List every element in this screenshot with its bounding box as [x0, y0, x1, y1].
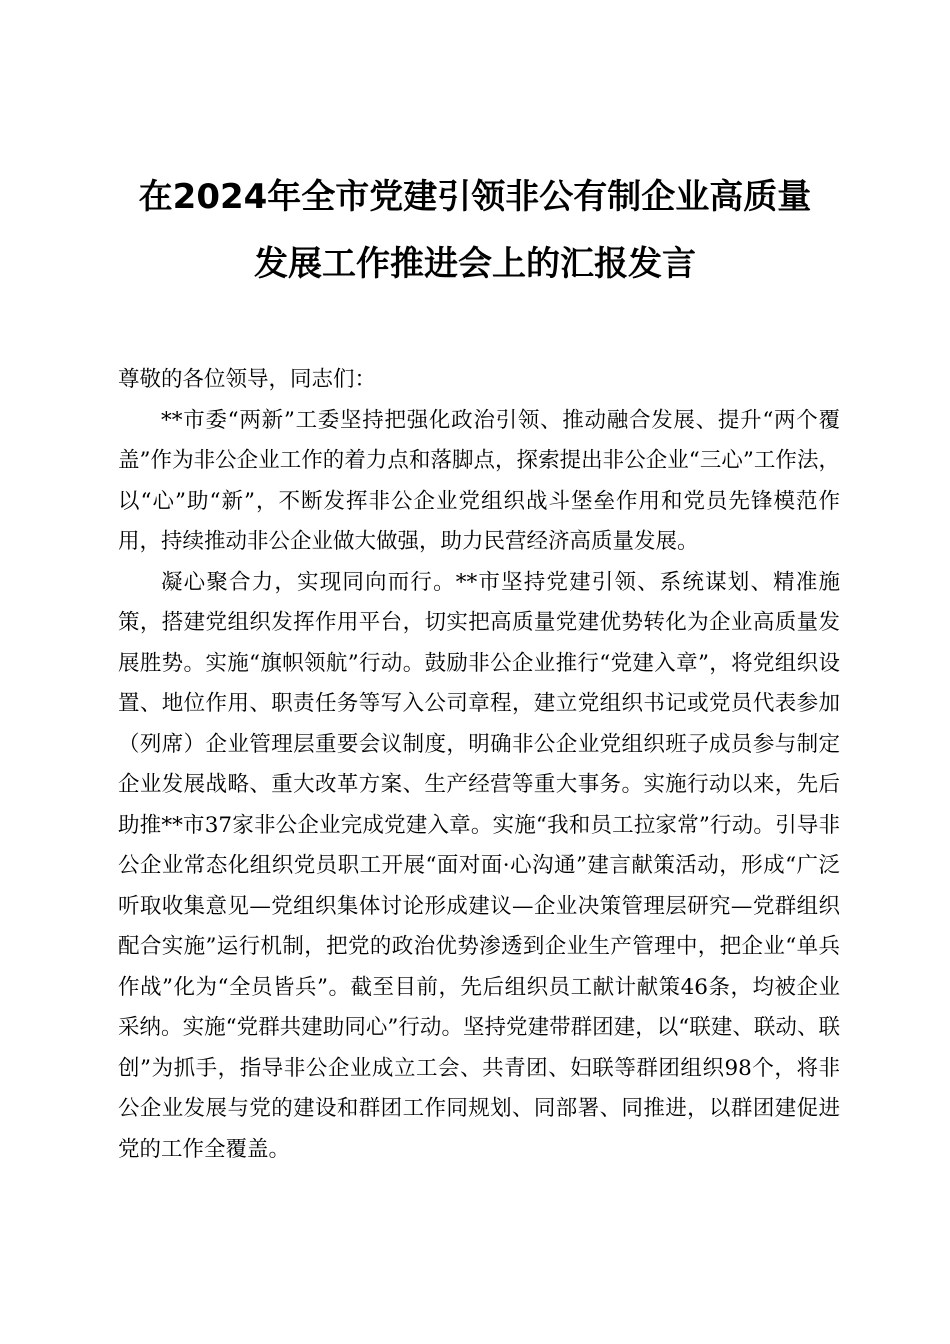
document-title-line-2: 发展工作推进会上的汇报发言	[254, 244, 696, 284]
paragraph-section-1: 凝心聚合力，实现同向而行。**市坚持党建引领、系统谋划、精准施策，搭建党组织发挥作用平台，切实把高质量党建优势转化为企业高质量发展胜势。实施“旗帜领航”行动。鼓励非公企业推行“党建入章”，将党组织设置、地位作用、职责任务等写入公司章程，建立党组织书记或党员代表参加（列席）企业管理层重要会议制度，明确非公企业党组织班子成员参与制定企业发展战略、重大改革方案、生产经营等重大事务。实施行动以来，先后助推**市37家非公企业完成党建入章。实施“我和员工拉家常”行动。引导非公企业常态化组织党员职工开展“面对面·心沟通”建言献策活动，形成“广泛听取收集意见—党组织集体讨论形成建议—企业决策管理层研究—党群组织配合实施”运行机制，把党的政治优势渗透到企业生产管理中，把企业“单兵作战”化为“全员皆兵”。截至目前，先后组织员工献计献策46条，均被企业采纳。实施“党群共建助同心”行动。坚持党建带群团建，以“联建、联动、联创”为抓手，指导非公企业成立工会、共青团、妇联等群团组织98个，将非公企业发展与党的建设和群团工作同规划、同部署、同推进，以群团建促进党的工作全覆盖。	[118, 569, 840, 1162]
salutation: 尊敬的各位领导，同志们：	[118, 367, 377, 392]
document-body	[118, 360, 840, 1170]
paragraph-intro: **市委“两新”工委坚持把强化政治引领、推动融合发展、提升“两个覆盖”作为非公企业工作的着力点和落脚点，探索提出非公企业“三心”工作法，以“心”助“新”，不断发挥非公企业党组织战斗堡垒作用和党员先锋模范作用，持续推动非公企业做大做强，助力民营经济高质量发展。	[118, 407, 840, 554]
document-title-line-1: 在2024年全市党建引领非公有制企业高质量	[138, 177, 812, 217]
